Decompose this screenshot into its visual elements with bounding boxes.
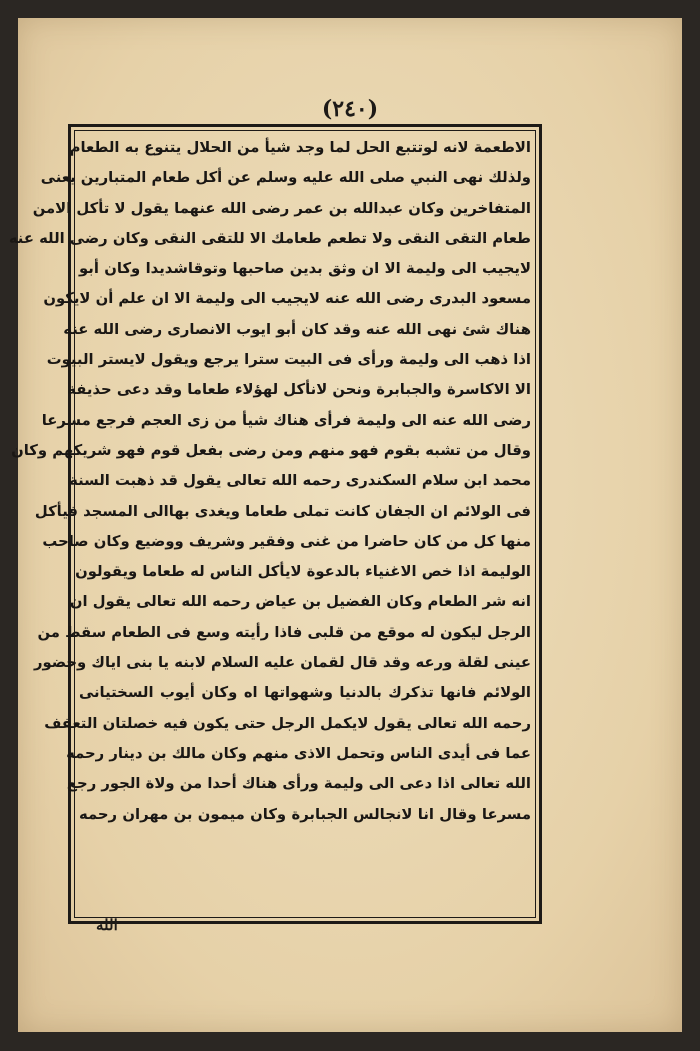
text-line: الوليمة اذا خص الاغنياء بالدعوة لايأكل الناس له طعاما ويقولون: [75, 563, 531, 581]
text-line: الله تعالى اذا دعى الى وليمة ورأى هناك أحدا من ولاة الجور رجع: [66, 775, 531, 793]
text-line: الرجل ليكون له موقع من قلبى فاذا رأيته وسع فى الطعام سقط من: [37, 623, 531, 641]
text-frame: [8, 124, 542, 924]
text-line: محمد ابن سلام السكندرى رحمه الله تعالى يقول قد ذهبت السنة: [69, 472, 531, 490]
text-line: الولائم فانها تذكرك بالدنيا وشهواتها اه وكان أيوب السختيانى: [79, 684, 531, 702]
manuscript-page: [8, 18, 682, 1032]
text-line: رضى الله عنه الى وليمة فرأى هناك شيأ من زى العجم فرجع مسرعا: [41, 411, 531, 429]
page-number: (٢٤٠): [321, 96, 379, 122]
text-line: الاطعمة لانه لوتتبع الحل لما وجد شيأ من الحلال يتنوع به الطعام: [69, 139, 531, 156]
text-line: منها كل من كان حاضرا من غنى وفقير وشريف ووضيع وكان صاحب: [42, 532, 531, 550]
text-line: رحمه الله تعالى يقول لايكمل الرجل حتى يكون فيه خصلتان التعفف: [44, 714, 531, 732]
text-line: ولذلك نهى النبي صلى الله عليه وسلم عن أكل طعام المتبارين يعنى: [40, 169, 531, 187]
text-line: لايجيب الى وليمة الا ان وثق بدين صاحبها وتوقاشديدا وكان أبو: [79, 260, 531, 278]
text-line: اذا ذهب الى وليمة ورأى فى البيت سترا يرجع ويقول لايستر البيوت: [46, 351, 531, 369]
text-line: فى الولائم ان الجفان كانت تملى طعاما ويغدى بهاالى المسجد فيأكل: [34, 502, 531, 520]
text-line: مسرعا وقال انا لانجالس الجبابرة وكان ميمون بن مهران رحمه: [79, 805, 531, 823]
text-line: طعام التقى النقى ولا تطعم طعامك الا للتقى النقى وكان رضى الله عنه: [8, 229, 531, 247]
text-line: وقال من تشبه بقوم فهو منهم ومن رضى بفعل قوم فهو شريكهم وكان: [11, 441, 531, 459]
text-line: انه شر الطعام وكان الفضيل بن عياض رحمه الله تعالى يقول ان: [69, 593, 531, 611]
body-text: [8, 133, 531, 915]
text-line: عما فى أيدى الناس وتحمل الاذى منهم وكان مالك بن دينار رحمه: [66, 744, 531, 762]
text-line: هناك شئ نهى الله عنه وقد كان أبو ايوب الانصارى رضى الله عنه: [63, 320, 531, 338]
text-line: عينى لقلة ورعه وقد قال لقمان عليه السلام لابنه يا بنى اياك وحضور: [34, 654, 531, 672]
text-line: المتفاخرين وكان عبدالله بن عمر رضى الله عنهما يقول لا تأكل الامن: [32, 199, 531, 217]
text-line: مسعود البدرى رضى الله عنه لايجيب الى وليمة الا ان علم أن لايكون: [43, 290, 531, 308]
catchword: الله: [96, 916, 118, 934]
text-line: الا الاكاسرة والجبابرة ونحن لانأكل لهؤلاء طعاما وقد دعى حذيفة: [67, 381, 531, 399]
